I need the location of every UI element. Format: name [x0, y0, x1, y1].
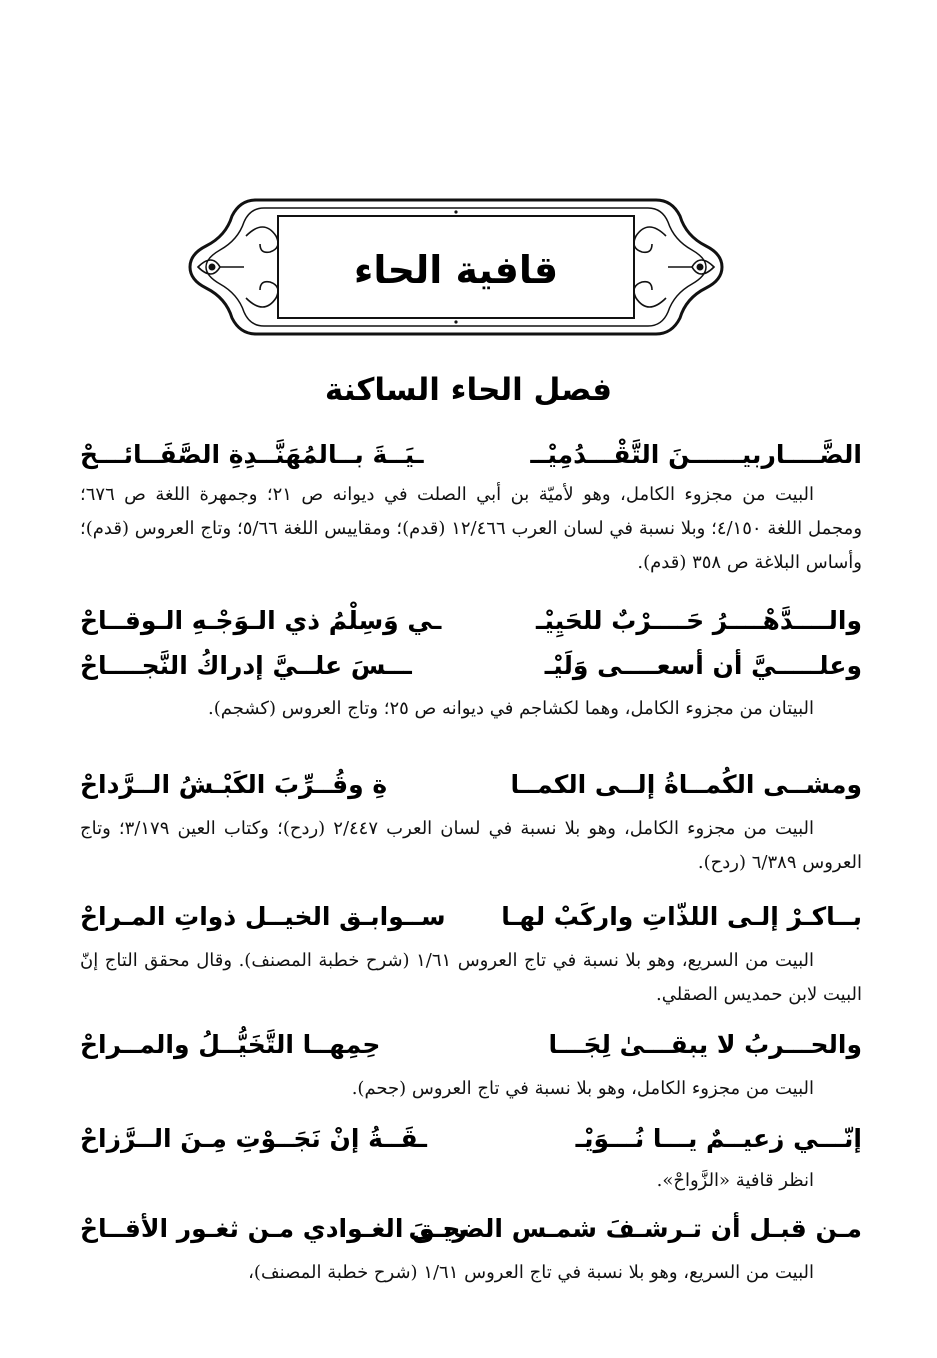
verse-second-hemistich: ـقَــةُ إنْ نَجَــوْتِ مِـنَ الــرَّزاحْ [80, 1124, 427, 1153]
verse-second-hemistich: ةِ وقُــرِّبَ الكَبْـشُ الــرَّداحْ [80, 770, 388, 799]
verse-first-hemistich: ومشــى الكُمــاةُ إلــى الكمــا [510, 770, 862, 799]
chapter-title-frame [186, 196, 726, 338]
verse-second-hemistich: ـيَــةَ بــالمُهَنَّــدِةِ الصَّفَــائـــحْ [80, 440, 424, 469]
verse-first-hemistich: بــاكـرْ إلـى اللذّاتِ واركَبْ لهـا [501, 902, 862, 931]
verse-first-hemistich: مـن قبـل أن تـرشـفَ شمـس الضحـى [408, 1214, 862, 1243]
verse-second-hemistich: ـــسَ علــيَّ إدراكُ النَّجــــاحْ [80, 651, 412, 680]
verse-line [80, 1124, 862, 1168]
verse-line [80, 606, 862, 650]
verse-line [80, 902, 862, 946]
verse-note: البيت من مجزوء الكامل، وهو بلا نسبة في تاج العروس (جحم). [351, 1078, 814, 1099]
verse-line [80, 770, 862, 814]
verse-line [80, 1214, 862, 1258]
verse-first-hemistich: الضَّــــاربيــــــنَ التَّقْـــدُمِيْــ [530, 440, 862, 469]
verse-note: انظر قافية «الزَّواحْ». [656, 1170, 814, 1191]
verse-second-hemistich: ريـقَ الغـوادي مـن ثغـور الأقــاحْ [80, 1214, 467, 1243]
chapter-title: قافية الحاء [353, 248, 559, 292]
verse-first-hemistich: وعلـــــيَّ أن أسعــــى وَلَيْـ [544, 651, 862, 680]
verse-second-hemistich: ـي وَسِلْمُ ذي الـوَجْـهِ الـوقــاحْ [80, 606, 442, 635]
verse-note: البيت من السريع، وهو بلا نسبة في تاج العروس ١/٦١ (شرح خطبة المصنف)، [248, 1262, 814, 1283]
verse-second-hemistich: حِمِهــا التَّخَيُّــلُ والمــراحْ [80, 1030, 381, 1059]
verse-note: البيت من مجزوء الكامل، وهو بلا نسبة في لسان العرب ٢/٤٤٧ (ردح)؛ وكتاب العين ٣/١٧٩؛ وتاج العروس ٦/٣٨٩ (ردح). [80, 818, 862, 873]
verse-note: البيت من مجزوء الكامل، وهو لأميّة بن أبي الصلت في ديوانه ص ٢١؛ وجمهرة اللغة ص ٦٧٦؛ ومجمل اللغة ٤/١٥٠؛ وبلا نسبة في لسان العرب ١٢/٤٦٦ (قدم)؛ ومقاييس اللغة ٥/٦٦؛ وتاج العروس (قدم)؛ وأساس البلاغة ص ٣٥٨ (قدم). [80, 484, 863, 573]
verse-note: البيتان من مجزوء الكامل، وهما لكشاجم في ديوانه ص ٢٥؛ وتاج العروس (كشجم). [208, 698, 814, 719]
verse-line [80, 651, 862, 695]
verse-first-hemistich: والحـــربُ لا يبقـــىٰ لِجَـــا [548, 1030, 862, 1059]
verse-first-hemistich: إنّـــي زعيــمٌ يـــا نُـــوَيْـ [575, 1124, 862, 1153]
section-title: فصل الحاء الساكنة [324, 372, 613, 408]
verse-first-hemistich: والــــدَّهْــــرُ حَــــرْبٌ للحَيِيْـ [535, 606, 862, 635]
verse-second-hemistich: ســوابـق الخيــل ذواتِ المـراحْ [80, 902, 446, 931]
verse-note: البيت من السريع، وهو بلا نسبة في تاج العروس ١/٦١ (شرح خطبة المصنف). وقال محقق التاج إنّ البيت لابن حمديس الصقلي. [80, 950, 862, 1005]
verse-line [80, 1030, 862, 1074]
